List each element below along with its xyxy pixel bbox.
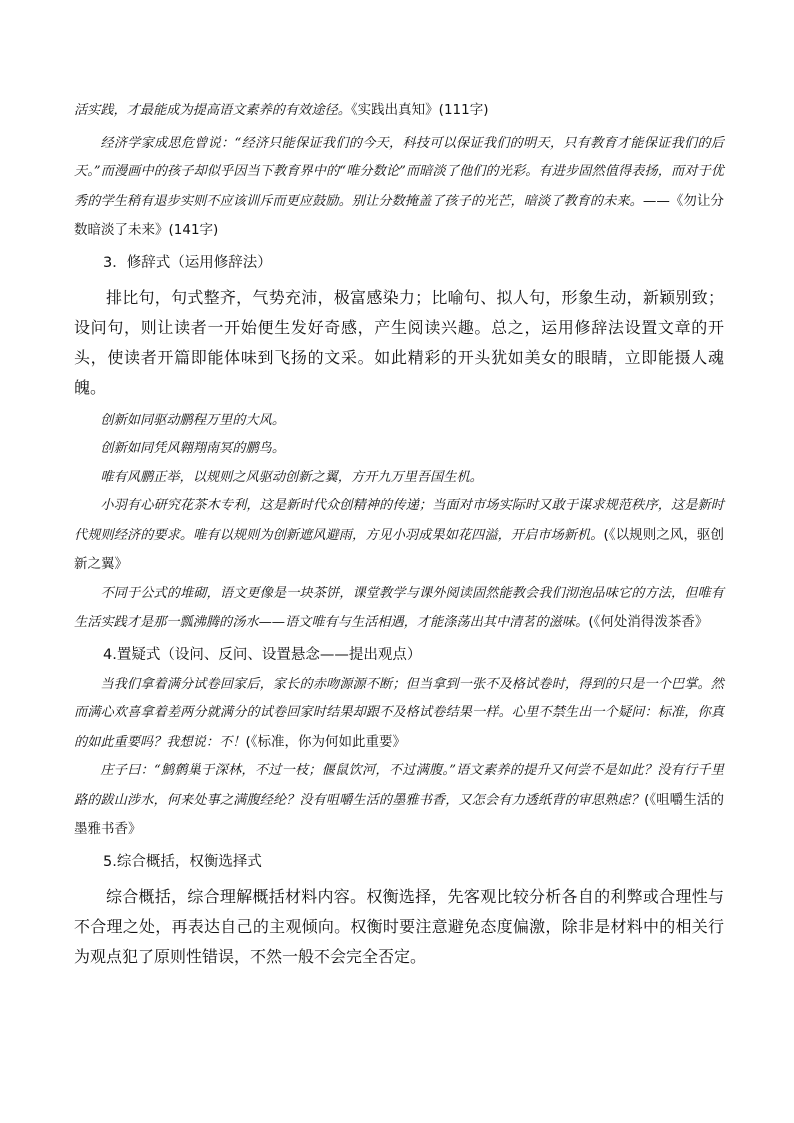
source-citation: (《标准，你为何如此重要》 [245,733,406,750]
example-paragraph: 庄子曰：“鹪鹩巢于深林，不过一枝；偃鼠饮河，不过满腹。”语文素养的提升又何尝不是如此？没有行千里路的跋山涉水，何来处事之满腹经纶？没有咀嚼生活的墨雅书香，又怎会有力透纸背的审思熟虑？(《咀嚼生活的墨雅书香》 [74,763,724,837]
example-line: 唯有风鹏正举，以规则之风驱动创新之翼，方开九万里吾国生机。 [100,469,483,485]
source-citation: (《以规则之风，驱创新之翼》 [74,526,724,572]
body-paragraph: 排比句，句式整齐，气势充沛，极富感染力；比喻句、拟人句，形象生动，新颖别致；设问句，则让读者一开始便生发好奇感，产生阅读兴趣。总之，运用修辞法设置文章的开头，使读者开篇即能体味到飞扬的文采。如此精彩的开头犹如美女的眼睛，立即能摄人魂魄。 [74,287,724,397]
document-page [74,96,724,976]
example-line: 创新如同驱动鹏程万里的大风。 [100,412,286,428]
example-line: 创新如同凭风翱翔南冥的鹏鸟。 [100,441,286,456]
section-heading-rhetoric: 3．修辞式（运用修辞法） [103,254,272,271]
example-paragraph: 经济学家成思危曾说：“经济只能保证我们的今天，科技可以保证我们的明天，只有教育才能保证我们的后天。”而漫画中的孩子却似乎因当下教育界中的“唯分数论”而暗淡了他们的光彩。有进步固然值得表扬，而对于优秀的学生稍有退步实则不应该训斥而更应鼓励。别让分数掩盖了孩子的光芒，暗淡了教育的未来。——《勿让分数暗淡了未来》(141字) [74,135,725,238]
body-paragraph: 综合概括，综合理解概括材料内容。权衡选择，先客观比较分析各自的利弊或合理性与不合理之处，再表达自己的主观倾向。权衡时要注意避免态度偏激，除非是材料中的相关行为观点犯了原则性错误，不然一般不会完全否定。 [74,886,724,966]
section-heading-question: 4.置疑式（设问、反问、设置悬念——提出观点） [103,646,422,663]
example-paragraph: 当我们拿着满分试卷回家后，家长的赤吻源源不断；但当拿到一张不及格试卷时，得到的只是一个巴掌。然而满心欢喜拿着差两分就满分的试卷回家时结果却跟不及格试卷结果一样。心里不禁生出一个疑问：标准，你真的如此重要吗？我想说：不！(《标准，你为何如此重要》 [74,676,724,750]
example-paragraph: 小羽有心研究花茶木专利，这是新时代众创精神的传递；当面对市场实际时又敢于谋求规范秩序，这是新时代规则经济的要求。唯有以规则为创新遮风避雨，方见小羽成果如花四溢，开启市场新机。(《以规则之风，驱创新之翼》 [74,498,724,572]
source-citation: (《咀嚼生活的墨雅书香》 [74,791,724,837]
source-citation: (《何处消得泼茶香》 [588,614,709,630]
source-citation: ——《勿让分数暗淡了未来》(141字) [74,192,725,238]
example-paragraph: 不同于公式的堆砌，语文更像是一块茶饼，课堂教学与课外阅读固然能教会我们沏泡品味它的方法，但唯有生活实践才是那一瓢沸腾的汤水——语文唯有与生活相遇，才能涤荡出其中清茗的滋味。(《何处消得泼茶香》 [74,585,724,630]
section-heading-synthesis: 5.综合概括，权衡选择式 [103,853,262,870]
example-paragraph: 活实践，才最能成为提高语文素养的有效途径。《实践出真知》(111字) [74,102,489,118]
source-citation: 《实践出真知》(111字) [350,102,489,118]
